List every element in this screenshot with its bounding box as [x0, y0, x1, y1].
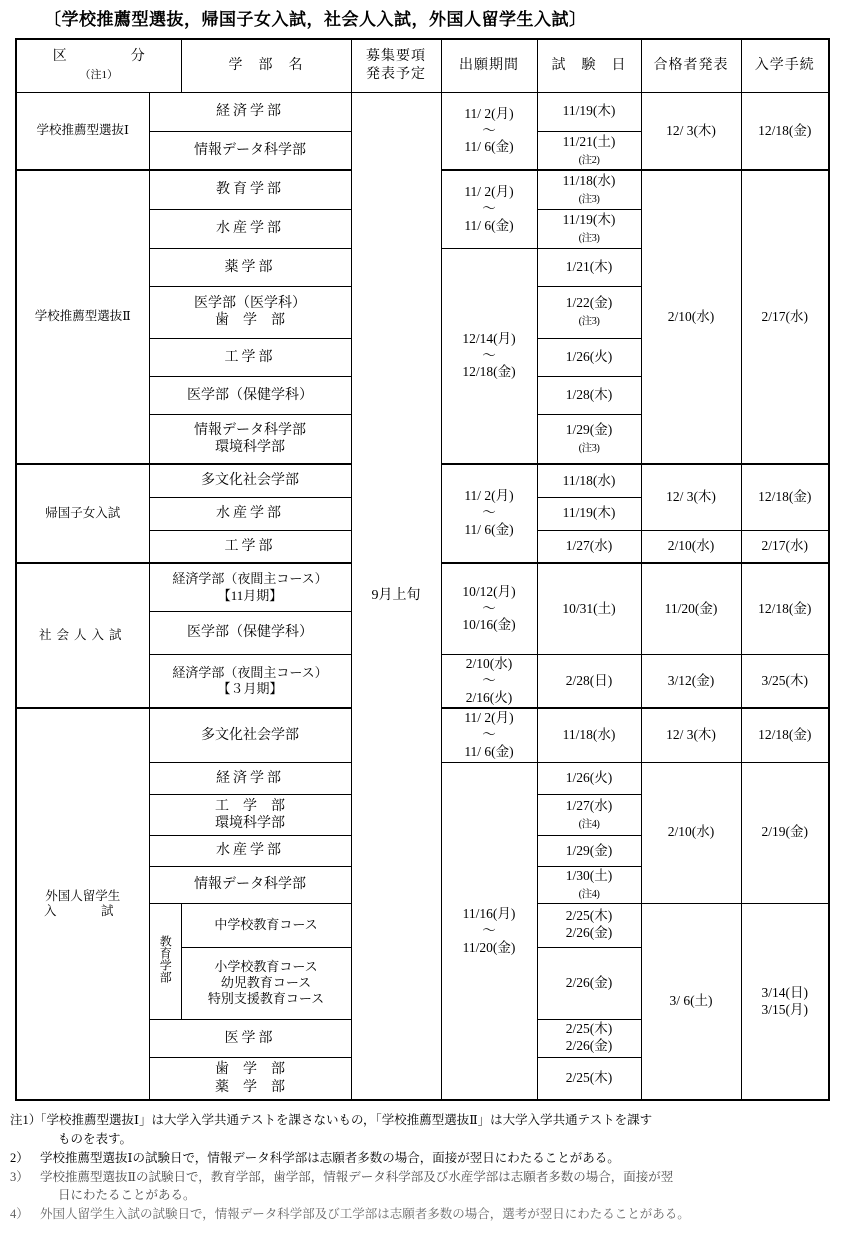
- exam-date-cell: 1/21(木): [537, 248, 641, 286]
- exam-date-cell: 1/27(水): [537, 530, 641, 563]
- result-announcement-cell: 12/ 3(木): [641, 464, 741, 530]
- footnote-continuation: ものを表す。: [58, 1132, 133, 1147]
- exam-date-cell: 1/26(火): [537, 763, 641, 795]
- exam-date-cell: 2/25(木) 2/26(金): [537, 903, 641, 947]
- category-cell: [16, 170, 149, 464]
- enrollment-procedure-cell: 2/17(水): [741, 530, 829, 563]
- table-body: [16, 92, 829, 1100]
- enrollment-procedure-cell: 12/18(金): [741, 708, 829, 762]
- header-kubun-line1: 区 分: [52, 49, 157, 65]
- footnote-label: 注1）: [10, 1113, 42, 1128]
- result-announcement-cell: 2/10(水): [641, 170, 741, 464]
- faculty-cell: 水産学部: [149, 209, 351, 248]
- footnote-item: [10, 1111, 842, 1149]
- exam-date-cell: 1/27(水) (注4): [537, 795, 641, 836]
- footnote-item: [10, 1168, 842, 1206]
- exam-date-footnote-ref: (注4): [578, 819, 600, 831]
- exam-date-cell: 10/31(土): [537, 563, 641, 654]
- exam-date-cell: 11/18(水): [537, 464, 641, 497]
- result-announcement-cell: 3/ 6(土): [641, 903, 741, 1100]
- exam-date-footnote-ref: (注4): [578, 888, 600, 900]
- category-cell: [16, 92, 149, 170]
- header-faculty: 学 部 名: [181, 39, 351, 93]
- footnote-text: 学校推薦型選抜Ⅰの試験日で，情報データ科学部は志願者多数の場合，面接が翌日にわたることがある。: [40, 1150, 620, 1165]
- faculty-cell: 医学部（保健学科）: [149, 611, 351, 654]
- application-period-cell: 12/14(月) 〜 12/18(金): [441, 248, 537, 464]
- header-enrollment-procedure: 入学手続: [741, 39, 829, 93]
- footnote-item: [10, 1205, 842, 1224]
- header-exam-date: 試 験 日: [537, 39, 641, 93]
- category-cell: [16, 708, 149, 1100]
- exam-date-cell: 1/29(金) (注3): [537, 414, 641, 464]
- result-announcement-cell: 11/20(金): [641, 563, 741, 654]
- vertical-faculty-label: 教育学部: [158, 935, 173, 984]
- exam-date-cell: 11/21(土) (注2): [537, 131, 641, 170]
- enrollment-procedure-cell: 12/18(金): [741, 464, 829, 530]
- page-title: 〔学校推薦型選抜，帰国子女入試，社会人入試，外国人留学生入試〕: [44, 10, 587, 29]
- exam-date-cell: 11/19(木) (注3): [537, 209, 641, 248]
- footnote-label: 4）: [10, 1207, 29, 1222]
- faculty-cell: 多文化社会学部: [149, 464, 351, 497]
- result-announcement-cell: 2/10(水): [641, 530, 741, 563]
- faculty-cell: 工 学 部 環境科学部: [149, 795, 351, 836]
- footnote-item: [10, 1149, 842, 1168]
- exam-date-cell: 1/29(金): [537, 836, 641, 867]
- footnote-label: 2）: [10, 1150, 29, 1165]
- faculty-cell: 水産学部: [149, 497, 351, 530]
- faculty-cell: 薬学部: [149, 248, 351, 286]
- header-kubun: [16, 39, 181, 93]
- category-label: 外国人留学生 入 試: [43, 888, 130, 919]
- footnotes: [10, 1111, 842, 1224]
- faculty-cell: 医学部（医学科） 歯 学 部: [149, 286, 351, 338]
- enrollment-procedure-cell: 12/18(金): [741, 92, 829, 170]
- faculty-cell: 情報データ科学部 環境科学部: [149, 414, 351, 464]
- application-period-cell: 11/ 2(月) 〜 11/ 6(金): [441, 92, 537, 170]
- enrollment-procedure-cell: 2/19(金): [741, 763, 829, 904]
- exam-date-footnote-ref: (注3): [578, 316, 600, 328]
- exam-date-cell: 2/26(金): [537, 947, 641, 1019]
- header-result-announcement: 合格者発表: [641, 39, 741, 93]
- guideline-release-cell: 9月上旬: [351, 92, 441, 1100]
- application-period-cell: 11/ 2(月) 〜 11/ 6(金): [441, 464, 537, 563]
- exam-date-cell: 1/28(木): [537, 376, 641, 414]
- header-guideline-line2: 発表予定: [366, 66, 426, 82]
- faculty-cell: 工学部: [149, 338, 351, 376]
- application-period-cell: 11/ 2(月) 〜 11/ 6(金): [441, 170, 537, 248]
- result-announcement-cell: 12/ 3(木): [641, 708, 741, 762]
- category-label: 学校推薦型選抜Ⅱ: [34, 309, 131, 324]
- faculty-cell: 歯 学 部 薬 学 部: [149, 1057, 351, 1100]
- application-period-cell: 11/ 2(月) 〜 11/ 6(金): [441, 708, 537, 762]
- header-guideline-line1: 募集要項: [366, 49, 426, 65]
- category-label: 帰国子女入試: [45, 505, 121, 520]
- result-announcement-cell: 2/10(水): [641, 763, 741, 904]
- application-period-cell: 2/10(水) 〜 2/16(火): [441, 654, 537, 708]
- application-period-cell: 10/12(月) 〜 10/16(金): [441, 563, 537, 654]
- admissions-schedule-table: [15, 38, 830, 1102]
- enrollment-procedure-cell: 2/17(水): [741, 170, 829, 464]
- footnote-label: 3）: [10, 1169, 29, 1184]
- header-kubun-line2: （注1）: [79, 68, 118, 81]
- footnote-text: 外国人留学生入試の試験日で，情報データ科学部及び工学部は志願者多数の場合，選考が翌日にわたることがある。: [40, 1207, 690, 1222]
- result-announcement-cell: 12/ 3(木): [641, 92, 741, 170]
- exam-date-cell: 11/18(水) (注3): [537, 170, 641, 209]
- exam-date-footnote-ref: (注3): [578, 194, 600, 206]
- footnote-text: 学校推薦型選抜Ⅱの試験日で，教育学部，歯学部，情報データ科学部及び水産学部は志願者多数の場合，面接が翌: [40, 1169, 674, 1184]
- exam-date-footnote-ref: (注3): [578, 443, 600, 455]
- exam-date-cell: 11/18(水): [537, 708, 641, 762]
- enrollment-procedure-cell: 3/25(木): [741, 654, 829, 708]
- category-label: 学校推薦型選抜Ⅰ: [36, 123, 129, 138]
- exam-date-cell: 1/22(金) (注3): [537, 286, 641, 338]
- faculty-cell: 多文化社会学部: [149, 708, 351, 762]
- category-label: 社会人入試: [38, 628, 127, 643]
- enrollment-procedure-cell: 3/14(日) 3/15(月): [741, 903, 829, 1100]
- exam-date-footnote-ref: (注2): [578, 154, 600, 166]
- exam-date-footnote-ref: (注3): [578, 232, 600, 244]
- category-cell: [16, 464, 149, 563]
- faculty-cell: 工学部: [149, 530, 351, 563]
- table-header-row: [16, 39, 829, 93]
- faculty-cell: 医学部（保健学科）: [149, 376, 351, 414]
- education-faculty-group-label: [149, 903, 181, 1019]
- faculty-cell: 医学部: [149, 1019, 351, 1057]
- exam-date-cell: 1/30(土) (注4): [537, 867, 641, 904]
- category-cell: [16, 563, 149, 708]
- faculty-cell: 経済学部（夜間主コース） 【11月期】: [149, 563, 351, 611]
- application-period-cell: 11/16(月) 〜 11/20(金): [441, 763, 537, 1101]
- exam-date-cell: 2/25(木) 2/26(金): [537, 1019, 641, 1057]
- footnote-continuation: 日にわたることがある。: [58, 1188, 196, 1203]
- faculty-cell: 小学校教育コース 幼児教育コース 特別支援教育コース: [181, 947, 351, 1019]
- faculty-cell: 情報データ科学部: [149, 131, 351, 170]
- enrollment-procedure-cell: 12/18(金): [741, 563, 829, 654]
- result-announcement-cell: 3/12(金): [641, 654, 741, 708]
- exam-date-cell: 2/25(木): [537, 1057, 641, 1100]
- exam-date-cell: 11/19(木): [537, 497, 641, 530]
- table-row: [16, 92, 829, 131]
- exam-date-cell: 11/19(木): [537, 92, 641, 131]
- header-application-period: 出願期間: [441, 39, 537, 93]
- faculty-cell: 水産学部: [149, 836, 351, 867]
- faculty-cell: 教育学部: [149, 170, 351, 209]
- faculty-cell: 経済学部（夜間主コース） 【３月期】: [149, 654, 351, 708]
- faculty-cell: 情報データ科学部: [149, 867, 351, 904]
- exam-date-cell: 2/28(日): [537, 654, 641, 708]
- exam-date-cell: 1/26(火): [537, 338, 641, 376]
- faculty-cell: 中学校教育コース: [181, 903, 351, 947]
- footnote-text: 「学校推薦型選抜Ⅰ」は大学入学共通テストを課さないもの，「学校推薦型選抜Ⅱ」は大学入学共通テストを課す: [34, 1113, 653, 1128]
- header-guideline-release: [351, 39, 441, 93]
- faculty-cell: 経済学部: [149, 92, 351, 131]
- faculty-cell: 経済学部: [149, 763, 351, 795]
